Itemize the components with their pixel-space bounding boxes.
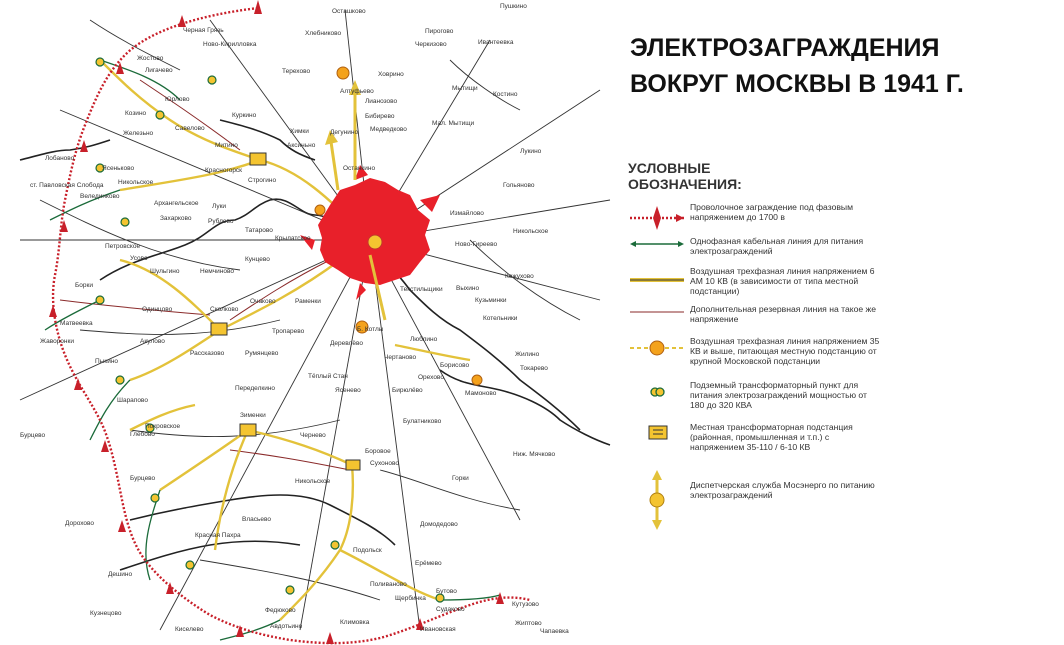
place-label: Киселево [175,626,204,633]
place-label: Б. Котлы [357,326,384,333]
place-label: Пушкино [500,3,527,10]
legend-text: Диспетчерская служба Мосэнерго по питанию электрозаграждений [690,480,875,500]
place-label: Железьно [123,130,154,137]
place-label: Токарево [520,365,548,372]
transformer-point-icon [286,586,294,594]
place-label: Немчиново [200,268,234,275]
place-label: Судаково [436,606,465,613]
transformer-point-icon [331,541,339,549]
place-label: Подольск [353,547,382,554]
place-label: Сухоново [370,460,399,467]
place-label: Ниж. Мячково [513,451,556,458]
map-title-line-1: ЭЛЕКТРОЗАГРАЖДЕНИЯ [630,34,940,62]
substation-35kv-icon [628,336,686,366]
dispatch-icon [628,470,686,530]
place-label: Хлебниково [305,30,342,37]
place-label: Козино [125,110,147,117]
substation-se-icon [472,375,482,385]
place-label: Бурцево [20,432,46,439]
legend [628,160,1058,500]
place-label: Орехово [418,374,444,381]
place-label: Чернево [300,432,326,439]
legend-text: Воздушная трехфазная линия напряжением 6 АМ 10 КВ (в зависимости от типа местной подстанции) [690,266,875,296]
place-label: Ерёмево [415,560,442,567]
place-label: Ховрино [378,71,404,78]
place-label: Усово [130,255,148,262]
place-label: Боровое [365,448,391,455]
place-label: Ново-Кирилловка [203,41,257,48]
local-substation-icon [211,323,227,335]
place-label: Куркино [232,112,257,119]
barrier-line [49,0,530,644]
place-label: Поливаново [370,581,407,588]
place-label: Бутово [436,588,457,595]
place-label: Черная Грязь [183,27,224,34]
place-label: Лигачево [145,67,173,74]
place-label: Федюково [265,607,296,614]
place-label: Кутузово [512,601,539,608]
place-label: ст. Павловская Слобода [30,182,104,189]
place-label: Ясенево [335,387,361,394]
place-label: Крылатское [275,235,311,242]
place-label: Булатниково [403,418,442,425]
place-label: Глебово [130,431,155,438]
place-label: Переделкино [235,385,276,392]
overhead-line-icon [628,266,686,296]
place-label: Румянцево [245,350,279,357]
transformer-point-icon [151,494,159,502]
transformer-point-icon [121,218,129,226]
place-label: Митино [215,142,238,149]
place-label: Мамоново [465,390,497,397]
transformer-point-icon [96,58,104,66]
place-label: Жилино [515,351,540,358]
place-label: Щербинка [395,595,426,602]
place-label: Кунцево [245,256,270,263]
place-label: Борки [75,282,93,289]
place-label: Юрлово [165,96,190,103]
place-label: Рассказово [190,350,225,357]
place-label: Гольяново [503,182,535,189]
reserve-line-icon [628,304,686,334]
place-label: Кожухово [505,273,534,280]
transformer-point-icon [436,594,444,602]
place-label: Аксиньно [287,142,316,149]
place-label: Никольское [118,179,154,186]
place-label: Лианозово [365,98,398,105]
place-label: Бибирево [365,113,395,120]
place-label: Ново-Гиреево [455,241,498,248]
legend-heading [628,160,1058,192]
place-label: Никольское [295,478,331,485]
place-label: Медведково [370,126,407,133]
place-label: Власьево [242,516,271,523]
substation-north-icon [337,67,349,79]
legend-heading-line-2: ОБОЗНАЧЕНИЯ: [628,176,742,192]
map-title [630,30,1050,102]
place-label: Черкизово [415,41,447,48]
place-label: Шульгино [150,268,180,275]
cable-line-icon [628,236,686,266]
place-label: Борисово [440,362,470,369]
place-label: Дегунино [330,129,359,136]
substation-west-icon [315,205,325,215]
roads [20,10,610,630]
place-label: Сколково [210,306,239,313]
transformer-point-icon [208,76,216,84]
transformer-point-icon [156,111,164,119]
place-label: Раменки [295,298,321,305]
place-label: Котельники [483,315,518,322]
place-label: Жиптово [515,620,542,627]
place-label: Бирюлёво [392,387,423,394]
place-label: Ивантеевка [478,39,514,46]
place-label: Химки [290,128,309,135]
place-label: Терехово [282,68,311,75]
dispatch-center-icon [368,235,382,249]
local-substation-icon [240,424,256,436]
place-label: Костино [493,91,518,98]
legend-heading-line-1: УСЛОВНЫЕ [628,160,711,176]
place-label: Строгино [248,177,277,184]
place-label: Архангельское [154,200,199,207]
transformer-point-icon [628,380,686,410]
place-label: Домодедово [420,521,458,528]
place-label: Кузьминки [475,297,507,304]
local-substation-icon [346,460,360,470]
place-label: Луки [212,203,227,210]
place-label: Рублево [208,218,234,225]
place-labels [20,3,569,635]
place-label: Велединково [80,193,120,200]
place-label: Алтуфьево [340,88,374,95]
place-label: Бурцево [130,475,156,482]
place-label: Красногорск [205,167,243,174]
place-label: Тропарево [272,328,305,335]
transformer-point-icon [186,561,194,569]
legend-text: Дополнительная резервная линия на такое же напряжение [690,304,877,324]
place-label: Мал. Мытищи [432,120,475,127]
legend-text: Проволочное заграждение под фазовым напряжением до 1700 в [690,202,854,222]
barrier-line-icon [628,202,686,232]
place-label: Люблино [410,336,438,343]
place-label: Кузнецово [90,610,122,617]
place-label: Шарапово [117,397,148,404]
place-label: Дешино [108,571,133,578]
moscow-city [300,165,440,300]
place-label: Выхино [456,285,480,292]
place-label: Пирогово [425,28,454,35]
place-label: Мытищи [452,85,478,92]
place-label: Пыкино [95,358,119,365]
place-label: Тёплый Стан [308,373,348,380]
local-substation-icon [250,153,266,165]
place-label: Чапаевка [540,628,569,635]
place-label: Ясеньково [102,165,135,172]
transformer-point-icon [96,296,104,304]
place-label: Текстильщики [400,286,443,293]
legend-text: Однофазная кабельная линия для питания электрозаграждений [690,236,864,256]
local-substation-icon [628,422,686,452]
place-label: Жостово [137,55,164,62]
place-label: Савелово [175,125,205,132]
place-label: Захарково [160,215,192,222]
place-label: Дорохово [65,520,95,527]
place-label: Горки [452,475,469,482]
place-label: Осташково [332,8,366,15]
place-label: Авдотьино [270,623,303,630]
place-label: Одинцово [142,306,173,313]
legend-text: Подземный трансформаторный пункт для питания электрозаграждений мощностью от 180 до 320 КВА [690,380,867,410]
legend-text: Местная трансформаторная подстанция (районная, промышленная и т.п.) с напряжением 35-110 / 6-10 КВ [690,422,853,452]
place-label: Акулово [140,338,165,345]
place-label: Красная Пахра [195,532,241,539]
place-label: Покровское [145,423,181,430]
place-label: Лукино [520,148,542,155]
place-label: Климовка [340,619,370,626]
place-label: Чертаново [384,354,417,361]
place-label: Матвеевка [60,320,93,327]
place-label: Жаворонки [40,338,74,345]
place-label: Никольское [513,228,549,235]
place-label: Петровское [105,243,141,250]
transformer-point-icon [116,376,124,384]
place-label: Лобаново [45,155,75,162]
place-label: Останкино [343,165,376,172]
place-label: Ивановская [420,626,456,633]
place-label: Очаково [250,298,276,305]
place-label: Деревлёво [330,340,363,347]
place-label: Татарово [245,227,273,234]
place-label: Зименки [240,412,266,419]
legend-text: Воздушная трехфазная линия напряжением 35 КВ и выше, питающая местную подстанцию от крупной Московской подстанции [690,336,880,366]
map-title-line-2: ВОКРУГ МОСКВЫ В 1941 Г. [630,70,964,98]
place-label: Измайлово [450,210,484,217]
